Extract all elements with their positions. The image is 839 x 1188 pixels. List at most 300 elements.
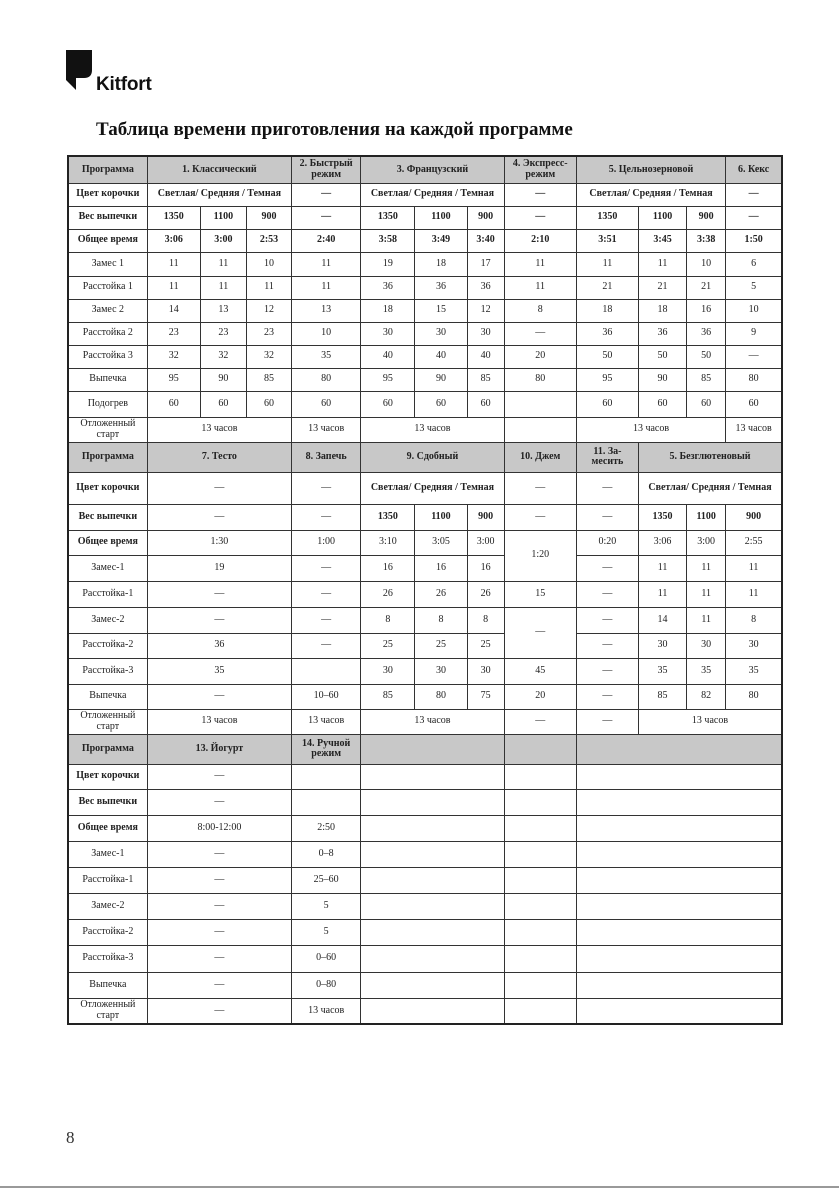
table-cell <box>576 841 782 867</box>
table-cell: — <box>147 472 291 504</box>
table-row <box>68 658 782 684</box>
table-cell: — <box>576 633 638 658</box>
table-cell: 30 <box>467 658 504 684</box>
table-cell: 3:00 <box>467 530 504 555</box>
table-row <box>68 206 782 229</box>
table-cell <box>504 945 576 972</box>
table-cell: 0–8 <box>292 841 361 867</box>
table-cell: 40 <box>467 345 504 368</box>
table-cell <box>504 998 576 1024</box>
table-row <box>68 764 782 789</box>
table-cell: — <box>147 945 291 972</box>
table-cell: 10 <box>726 299 782 322</box>
table-cell: 1100 <box>200 206 246 229</box>
table-cell <box>504 417 576 442</box>
table-row <box>68 998 782 1024</box>
table-cell <box>361 919 504 945</box>
table-cell: 60 <box>361 391 415 417</box>
table-cell: — <box>576 709 638 734</box>
table-cell: 30 <box>415 322 467 345</box>
kitfort-logo-icon <box>66 50 92 90</box>
table-cell: 11 <box>246 276 291 299</box>
row-label: Расстойка-3 <box>68 945 147 972</box>
table-cell: 60 <box>576 391 638 417</box>
table-cell: 11 <box>687 607 726 633</box>
table-cell: — <box>576 658 638 684</box>
table-cell: 11 <box>147 276 200 299</box>
table-cell: 45 <box>504 658 576 684</box>
table-cell: 82 <box>687 684 726 709</box>
table-cell: 60 <box>687 391 726 417</box>
table-row <box>68 633 782 658</box>
table-cell: 13 часов <box>638 709 782 734</box>
table-cell: Светлая/ Средняя / Темная <box>147 183 291 206</box>
table-cell: — <box>726 345 782 368</box>
row-label: Расстойка-1 <box>68 867 147 893</box>
table-cell: 23 <box>246 322 291 345</box>
row-label: Цвет корочки <box>68 472 147 504</box>
table-row <box>68 919 782 945</box>
table-cell: 3:51 <box>576 229 638 252</box>
table-cell: 13 часов <box>292 998 361 1024</box>
table-row <box>68 299 782 322</box>
table-cell: 26 <box>361 581 415 607</box>
row-label: Расстойка-2 <box>68 633 147 658</box>
table-cell: 60 <box>292 391 361 417</box>
table-cell: 1100 <box>415 504 467 530</box>
table-cell: — <box>576 472 638 504</box>
table-cell: — <box>292 633 361 658</box>
table-cell: 6 <box>726 252 782 276</box>
header-cell: 13. Йогурт <box>147 734 291 764</box>
table-cell: 0–60 <box>292 945 361 972</box>
table-cell: 30 <box>726 633 782 658</box>
table-cell: 60 <box>200 391 246 417</box>
header-cell <box>361 734 504 764</box>
table-cell <box>504 391 576 417</box>
header-cell: Программа <box>68 156 147 183</box>
table-row <box>68 709 782 734</box>
table-cell <box>361 998 504 1024</box>
table-cell: 8 <box>467 607 504 633</box>
header-cell: 3. Французский <box>361 156 504 183</box>
header-cell: 6. Кекс <box>726 156 782 183</box>
table-row <box>68 893 782 919</box>
table-cell: 19 <box>147 555 291 581</box>
row-label: Вес выпечки <box>68 504 147 530</box>
header-cell: 7. Тесто <box>147 442 291 472</box>
row-label: Замес 2 <box>68 299 147 322</box>
table-cell: 25 <box>415 633 467 658</box>
table-row <box>68 345 782 368</box>
table-cell: 1:30 <box>147 530 291 555</box>
table-cell: 900 <box>687 206 726 229</box>
table-cell: 20 <box>504 684 576 709</box>
table-row <box>68 156 782 183</box>
table-cell: 9 <box>726 322 782 345</box>
table-cell: 1:00 <box>292 530 361 555</box>
table-cell: 50 <box>576 345 638 368</box>
table-row <box>68 607 782 633</box>
row-label: Расстойка 2 <box>68 322 147 345</box>
table-cell: 14 <box>147 299 200 322</box>
table-cell: — <box>576 581 638 607</box>
row-label: Замес-1 <box>68 555 147 581</box>
table-cell <box>576 919 782 945</box>
row-label: Замес-1 <box>68 841 147 867</box>
row-label: Общее время <box>68 530 147 555</box>
table-cell: 95 <box>576 368 638 391</box>
table-cell <box>361 893 504 919</box>
table-cell: 10 <box>246 252 291 276</box>
table-cell: 1100 <box>638 206 686 229</box>
row-label: Замес-2 <box>68 607 147 633</box>
table-cell: 11 <box>576 252 638 276</box>
row-label: Подогрев <box>68 391 147 417</box>
table-cell: 21 <box>687 276 726 299</box>
table-cell: 60 <box>246 391 291 417</box>
table-cell: 30 <box>361 658 415 684</box>
table-cell <box>576 998 782 1024</box>
table-cell: — <box>576 684 638 709</box>
table-row <box>68 504 782 530</box>
table-row <box>68 229 782 252</box>
table-cell: — <box>576 607 638 633</box>
table-cell: 26 <box>415 581 467 607</box>
table-cell: 40 <box>361 345 415 368</box>
table-cell: — <box>504 709 576 734</box>
table-cell: 32 <box>200 345 246 368</box>
table-cell <box>361 945 504 972</box>
table-cell: 50 <box>687 345 726 368</box>
row-label: Расстойка-2 <box>68 919 147 945</box>
table-cell: 40 <box>415 345 467 368</box>
row-label: Отложенный старт <box>68 417 147 442</box>
row-label: Замес 1 <box>68 252 147 276</box>
table-cell <box>504 815 576 841</box>
table-cell <box>504 867 576 893</box>
table-cell: 85 <box>246 368 291 391</box>
table-cell: 60 <box>726 391 782 417</box>
table-cell: 3:10 <box>361 530 415 555</box>
table-cell: — <box>726 206 782 229</box>
table-cell <box>504 919 576 945</box>
table-cell: — <box>147 504 291 530</box>
table-cell: 15 <box>504 581 576 607</box>
table-cell: 2:50 <box>292 815 361 841</box>
table-cell: 13 часов <box>726 417 782 442</box>
table-cell: 11 <box>292 276 361 299</box>
table-cell: 11 <box>726 555 782 581</box>
table-cell: 11 <box>638 252 686 276</box>
table-cell: 13 часов <box>361 709 504 734</box>
header-cell: Программа <box>68 442 147 472</box>
table-cell: 11 <box>726 581 782 607</box>
table-cell: 8 <box>361 607 415 633</box>
row-label: Расстойка-3 <box>68 658 147 684</box>
table-cell: 3:00 <box>687 530 726 555</box>
row-label: Выпечка <box>68 368 147 391</box>
table-cell: 15 <box>415 299 467 322</box>
table-row <box>68 252 782 276</box>
table-cell: 32 <box>246 345 291 368</box>
table-cell: 36 <box>361 276 415 299</box>
table-cell: 1100 <box>687 504 726 530</box>
table-cell <box>504 893 576 919</box>
table-cell: 5 <box>726 276 782 299</box>
table-cell <box>361 972 504 998</box>
table-cell: 11 <box>200 276 246 299</box>
page-number: 8 <box>66 1128 75 1147</box>
table-cell: 13 часов <box>147 417 291 442</box>
table-cell: 12 <box>467 299 504 322</box>
header-cell: Программа <box>68 734 147 764</box>
table-cell: — <box>504 472 576 504</box>
table-cell <box>292 658 361 684</box>
table-cell <box>504 841 576 867</box>
table-cell: 8 <box>504 299 576 322</box>
table-cell: 2:55 <box>726 530 782 555</box>
table-row <box>68 945 782 972</box>
table-cell: 11 <box>504 252 576 276</box>
row-label: Цвет корочки <box>68 764 147 789</box>
program-time-table <box>67 155 783 1025</box>
table-cell: 1350 <box>147 206 200 229</box>
header-cell: 5. Безглютеновый <box>638 442 782 472</box>
table-cell: 60 <box>415 391 467 417</box>
table-cell: 11 <box>200 252 246 276</box>
table-cell: 2:10 <box>504 229 576 252</box>
table-cell: 1:50 <box>726 229 782 252</box>
table-cell: 30 <box>687 633 726 658</box>
table-cell: 1:20 <box>504 530 576 581</box>
table-cell: 16 <box>361 555 415 581</box>
page-title: Таблица времени приготовления на каждой программе <box>96 119 573 140</box>
table-cell: 35 <box>638 658 686 684</box>
table-row <box>68 530 782 555</box>
table-cell: Светлая/ Средняя / Темная <box>576 183 725 206</box>
table-cell: 11 <box>147 252 200 276</box>
table-cell: — <box>147 972 291 998</box>
table-cell: 10 <box>292 322 361 345</box>
table-cell: 80 <box>726 684 782 709</box>
table-row <box>68 183 782 206</box>
table-cell: 1350 <box>638 504 686 530</box>
table-cell: 21 <box>576 276 638 299</box>
table-row <box>68 472 782 504</box>
header-cell: 14. Ручной режим <box>292 734 361 764</box>
table-cell: 2:40 <box>292 229 361 252</box>
table-cell <box>361 841 504 867</box>
table-cell: — <box>504 504 576 530</box>
table-cell: — <box>504 183 576 206</box>
row-label: Выпечка <box>68 972 147 998</box>
table-cell: 50 <box>638 345 686 368</box>
table-cell: 90 <box>200 368 246 391</box>
table-cell: 80 <box>292 368 361 391</box>
table-cell: 3:40 <box>467 229 504 252</box>
table-cell: 3:00 <box>200 229 246 252</box>
table-cell: — <box>292 206 361 229</box>
table-cell: — <box>147 684 291 709</box>
table-cell: 13 <box>200 299 246 322</box>
table-cell: 3:06 <box>638 530 686 555</box>
table-cell: 3:58 <box>361 229 415 252</box>
table-cell: 11 <box>638 581 686 607</box>
table-row <box>68 417 782 442</box>
table-cell: 23 <box>147 322 200 345</box>
table-cell: 18 <box>415 252 467 276</box>
table-cell: — <box>147 789 291 815</box>
header-cell: 8. Запечь <box>292 442 361 472</box>
table-cell: 11 <box>638 555 686 581</box>
table-cell: 60 <box>467 391 504 417</box>
table-row <box>68 841 782 867</box>
row-label: Отложенный старт <box>68 709 147 734</box>
brand-name: Kitfort <box>96 74 152 95</box>
row-label: Общее время <box>68 815 147 841</box>
header-cell: 10. Джем <box>504 442 576 472</box>
table-cell: 80 <box>726 368 782 391</box>
table-cell: 30 <box>361 322 415 345</box>
table-row <box>68 815 782 841</box>
table-cell <box>504 972 576 998</box>
table-cell <box>576 867 782 893</box>
header-cell: 11. За-месить <box>576 442 638 472</box>
table-row <box>68 391 782 417</box>
table-cell: 18 <box>576 299 638 322</box>
table-cell: 35 <box>726 658 782 684</box>
table-cell: 35 <box>687 658 726 684</box>
table-cell: 5 <box>292 893 361 919</box>
header-cell: 9. Сдобный <box>361 442 504 472</box>
table-cell: 16 <box>687 299 726 322</box>
table-cell: 8:00-12:00 <box>147 815 291 841</box>
table-cell: 25–60 <box>292 867 361 893</box>
table-cell: 3:05 <box>415 530 467 555</box>
table-cell: 26 <box>467 581 504 607</box>
table-cell: 85 <box>467 368 504 391</box>
table-cell: — <box>576 504 638 530</box>
table-cell: Светлая/ Средняя / Темная <box>638 472 782 504</box>
row-label: Общее время <box>68 229 147 252</box>
table-cell: 18 <box>638 299 686 322</box>
table-cell: 36 <box>415 276 467 299</box>
table-cell: — <box>726 183 782 206</box>
table-cell: 80 <box>504 368 576 391</box>
table-cell: 17 <box>467 252 504 276</box>
table-cell <box>361 867 504 893</box>
table-cell: 36 <box>576 322 638 345</box>
table-cell: — <box>292 581 361 607</box>
table-cell: 11 <box>292 252 361 276</box>
table-cell: 85 <box>361 684 415 709</box>
table-cell: 30 <box>638 633 686 658</box>
table-cell: — <box>576 555 638 581</box>
table-cell: 75 <box>467 684 504 709</box>
table-cell: 36 <box>147 633 291 658</box>
table-cell <box>576 893 782 919</box>
table-cell: 13 часов <box>292 709 361 734</box>
table-cell: 80 <box>415 684 467 709</box>
table-cell <box>576 764 782 789</box>
table-cell: 21 <box>638 276 686 299</box>
table-cell: — <box>147 581 291 607</box>
table-cell: 2:53 <box>246 229 291 252</box>
table-cell: 3:06 <box>147 229 200 252</box>
table-cell: 60 <box>147 391 200 417</box>
table-cell: 20 <box>504 345 576 368</box>
table-row <box>68 555 782 581</box>
table-cell: 1350 <box>576 206 638 229</box>
table-cell: — <box>147 893 291 919</box>
header-cell <box>576 734 782 764</box>
kitfort-logo <box>66 50 206 100</box>
table-cell: 1350 <box>361 504 415 530</box>
table-row <box>68 442 782 472</box>
table-cell: 23 <box>200 322 246 345</box>
table-cell: — <box>292 472 361 504</box>
table-cell: 19 <box>361 252 415 276</box>
table-cell: — <box>147 841 291 867</box>
table-cell: 13 часов <box>576 417 725 442</box>
row-label: Расстойка 1 <box>68 276 147 299</box>
table-cell: 95 <box>361 368 415 391</box>
table-cell: 0–80 <box>292 972 361 998</box>
table-cell: 13 часов <box>147 709 291 734</box>
table-cell: 36 <box>687 322 726 345</box>
table-cell <box>504 789 576 815</box>
table-cell: 5 <box>292 919 361 945</box>
row-label: Выпечка <box>68 684 147 709</box>
table-cell <box>576 945 782 972</box>
table-cell <box>576 789 782 815</box>
table-row <box>68 684 782 709</box>
table-cell: 16 <box>467 555 504 581</box>
table-cell: — <box>292 555 361 581</box>
table-row <box>68 972 782 998</box>
row-label: Отложенный старт <box>68 998 147 1024</box>
table-cell: 25 <box>361 633 415 658</box>
table-cell: 10 <box>687 252 726 276</box>
table-cell: 3:45 <box>638 229 686 252</box>
table-cell: — <box>504 607 576 658</box>
header-cell: 2. Быстрый режим <box>292 156 361 183</box>
table-cell <box>504 764 576 789</box>
table-cell: 85 <box>687 368 726 391</box>
table-cell <box>361 815 504 841</box>
table-row <box>68 581 782 607</box>
table-cell: 11 <box>687 555 726 581</box>
table-cell: — <box>292 504 361 530</box>
table-cell: — <box>147 919 291 945</box>
table-cell: — <box>292 183 361 206</box>
table-cell <box>361 764 504 789</box>
table-cell: 30 <box>467 322 504 345</box>
table-cell: 18 <box>361 299 415 322</box>
table-cell: 3:49 <box>415 229 467 252</box>
table-row <box>68 276 782 299</box>
table-cell: 8 <box>726 607 782 633</box>
table-cell: 1100 <box>415 206 467 229</box>
table-cell: 85 <box>638 684 686 709</box>
table-cell: 30 <box>415 658 467 684</box>
table-cell: — <box>147 867 291 893</box>
table-cell: 25 <box>467 633 504 658</box>
table-cell: 35 <box>147 658 291 684</box>
table-cell: 11 <box>504 276 576 299</box>
table-cell: — <box>504 322 576 345</box>
